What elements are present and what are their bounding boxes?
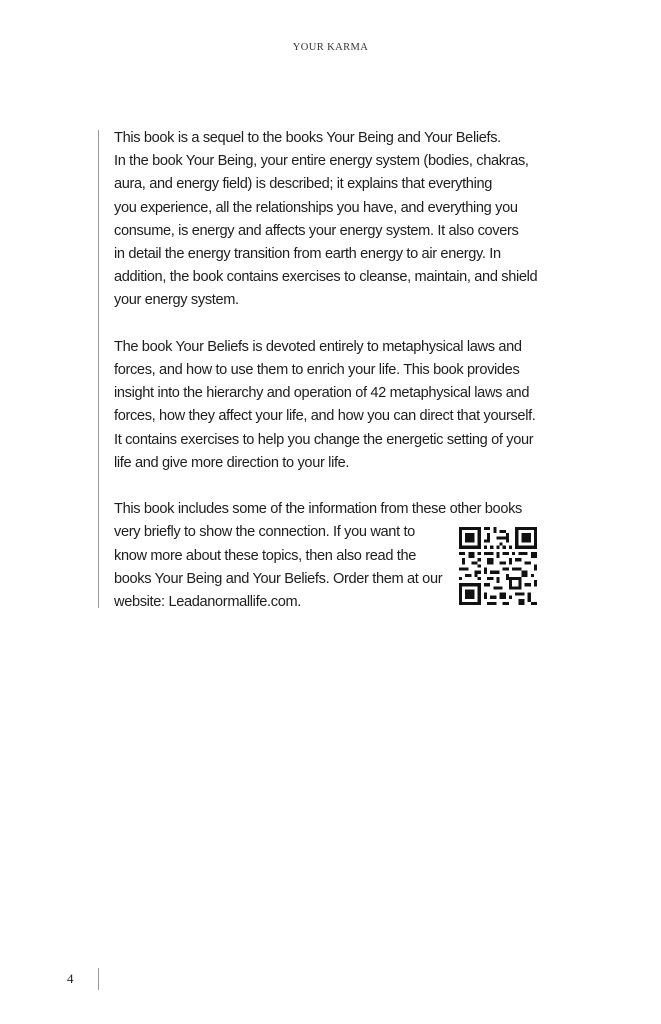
text-line: your energy system. [114,292,239,309]
text-line: In the book Your Being, your entire energy system (bodies, chakras, [114,153,529,170]
text-line: forces, and how to use them to enrich your life. This book provides [114,362,520,379]
text-line: in detail the energy transition from earth energy to air energy. In [114,246,501,263]
footer-rule [98,968,99,990]
qr-code-icon[interactable] [459,527,537,605]
text-line: It contains exercises to help you change the energetic setting of your [114,431,534,448]
text-line: website: Leadanormallife.com. [114,594,301,611]
paragraph-your-beliefs [114,336,554,475]
text-line: aura, and energy field) is described; it explains that everything [114,176,492,193]
text-line: consume, is energy and affects your energy system. It also covers [114,222,519,239]
running-header: YOUR KARMA [292,42,369,53]
text-line: books Your Being and Your Beliefs. Order them at our [114,570,443,587]
text-line: addition, the book contains exercises to cleanse, maintain, and shield [114,269,538,286]
text-line: very briefly to show the connection. If you want to [114,524,415,541]
page-number: 4 [67,971,74,986]
text-line: insight into the hierarchy and operation of 42 metaphysical laws and [114,385,530,402]
paragraph-sequel-intro [114,127,554,313]
text-line: life and give more direction to your life. [114,454,350,471]
text-line: know more about these topics, then also read the [114,547,417,564]
text-line: you experience, all the relationships you have, and everything you [114,199,518,216]
text-line: forces, how they affect your life, and how you can direct that yourself. [114,408,536,425]
margin-rule [98,130,99,608]
text-line: This book includes some of the information from these other books [114,501,522,518]
text-line: The book Your Beliefs is devoted entirely to metaphysical laws and [114,338,522,355]
text-line: This book is a sequel to the books Your Being and Your Beliefs. [114,130,501,146]
